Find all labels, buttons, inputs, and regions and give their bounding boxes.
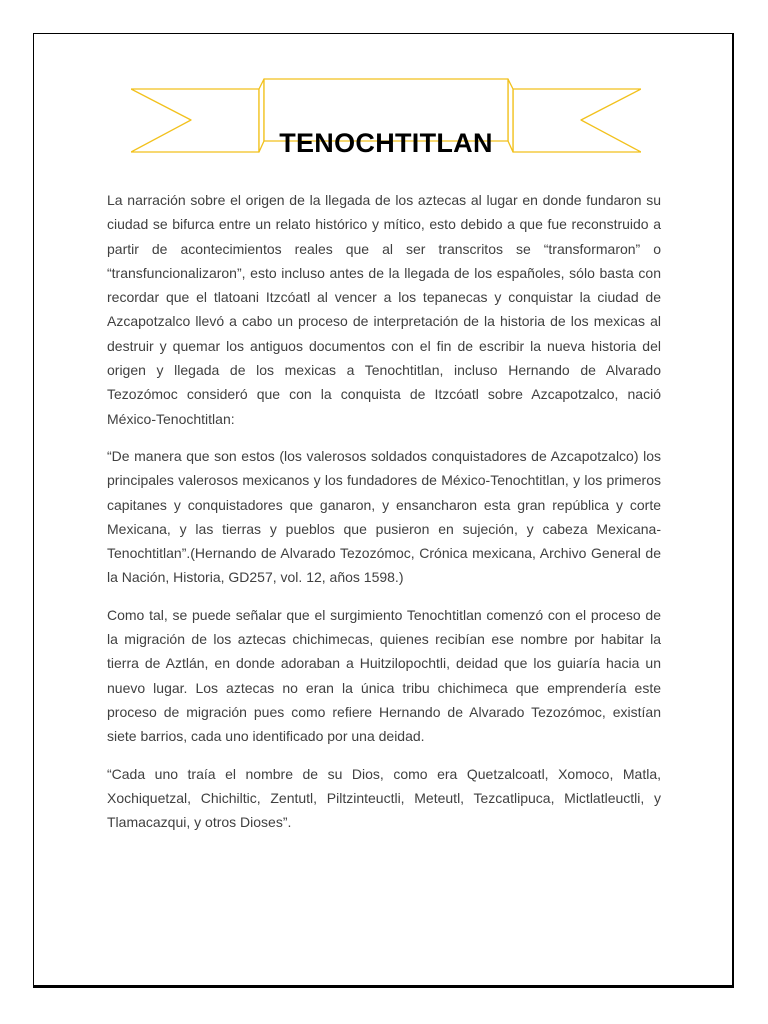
document-page <box>33 33 734 988</box>
paragraph-quote-tezozomoc: “De manera que son estos (los valerosos soldados conquistadores de Azcapotzalco) los principales valerosos mexicanos y los fundadores de México-Tenochtitlan, y los primeros capitanes y conquistadores que ganaron, y ensancharon esta gran república y corte Mexicana, y las tierras y pueblos que pusieron en sujeción, y cabeza Mexicana-Tenochtitlan”.(Hernando de Alvarado Tezozómoc, Crónica mexicana, Archivo General de la Nación, Historia, GD257, vol. 12, años 1598.) <box>107 447 661 586</box>
title-ribbon-banner <box>131 78 641 158</box>
page-title: TENOCHTITLAN <box>279 128 493 158</box>
paragraph-quote-gods: “Cada uno traía el nombre de su Dios, como era Quetzalcoatl, Xomoco, Matla, Xochiquetzal, Chichiltic, Zentutl, Piltzinteuctli, Meteutl, Tezcatlipuca, Mictlatleuctli, y Tlamacazqui, y otros Dioses”. <box>107 765 661 831</box>
paragraph-origin-narrative: La narración sobre el origen de la llegada de los aztecas al lugar en donde fundaron su ciudad se bifurca entre un relato histórico y mítico, esto debido a que fue reconstruido a partir de acontecimientos reales que al ser transcritos se “transformaron” o “transfuncionalizaron”, esto incluso antes de la llegada de los españoles, sólo basta con recordar que el tlatoani Itzcóatl al vencer a los tepanecas y conquistar la ciudad de Azcapotzalco llevó a cabo un proceso de interpretación de la historia de los mexicas al destruir y quemar los antiguos documentos con el fin de escribir la nueva historia del origen y llegada de los mexicas a Tenochtitlan, incluso Hernando de Alvarado Tezozómoc consideró que con la conquista de Itzcóatl sobre Azcapotzalco, nació México-Tenochtitlan: <box>107 192 661 427</box>
paragraph-migration: Como tal, se puede señalar que el surgimiento Tenochtitlan comenzó con el proceso de la migración de los aztecas chichimecas, quienes recibían ese nombre por habitar la tierra de Aztlán, en donde adoraban a Huitzilopochtli, deidad que los guiaría hacia un nuevo lugar. Los aztecas no eran la única tribu chichimeca que emprendería este proceso de migración pues como refiere Hernando de Alvarado Tezozómoc, existían siete barrios, cada uno identificado por una deidad. <box>107 606 661 745</box>
document-body <box>107 188 661 847</box>
